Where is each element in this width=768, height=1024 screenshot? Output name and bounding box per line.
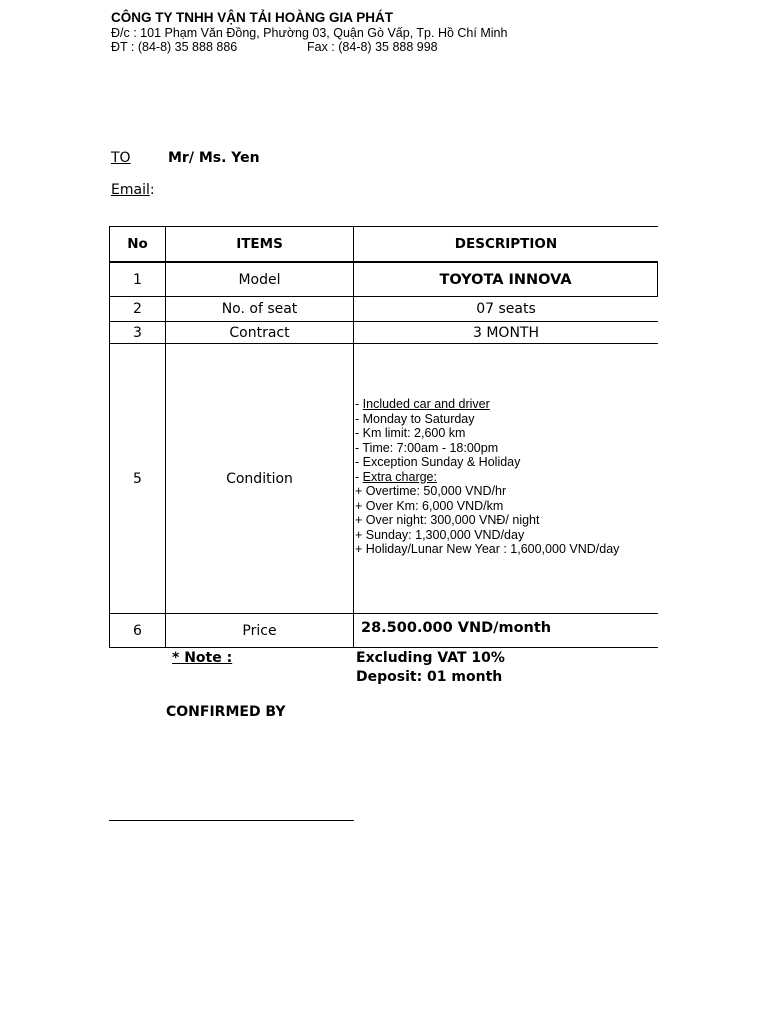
table-cell-description: 3 MONTH <box>472 324 539 341</box>
condition-bullet: - <box>355 397 363 411</box>
confirmed-by: CONFIRMED BY <box>166 704 286 720</box>
note-vat: Excluding VAT 10% <box>356 650 505 666</box>
table-cell-item: Model <box>238 271 281 288</box>
signature-line <box>109 820 354 821</box>
to-label: TO <box>111 150 131 166</box>
table-line <box>109 647 658 648</box>
company-phone: ĐT : (84-8) 35 888 886 <box>111 40 238 54</box>
email-label-text: Email <box>111 182 150 198</box>
condition-line: + Sunday: 1,300,000 VND/day <box>355 527 525 542</box>
condition-list <box>355 397 619 557</box>
price-value: 28.500.000 VND/month <box>361 620 552 636</box>
table-cell-no: 2 <box>133 301 142 317</box>
condition-line: - Time: 7:00am - 18:00pm <box>355 440 499 455</box>
condition-line <box>355 470 619 485</box>
header-description: DESCRIPTION <box>454 236 558 252</box>
header-no: No <box>127 236 148 252</box>
condition-line: + Overtime: 50,000 VND/hr <box>355 484 507 498</box>
table-cell-description: 07 seats <box>476 301 536 317</box>
condition-line: - Exception Sunday & Holiday <box>355 455 521 469</box>
table-cell-no: 1 <box>133 271 142 288</box>
table-cell-no: 6 <box>133 622 142 639</box>
company-name: CÔNG TY TNHH VẬN TẢI HOÀNG GIA PHÁT <box>111 10 394 25</box>
table-line <box>657 262 658 297</box>
table-cell-no: 3 <box>133 324 142 341</box>
table-cell-no: 5 <box>133 470 142 487</box>
condition-line: + Holiday/Lunar New Year : 1,600,000 VND/day <box>355 542 620 556</box>
condition-line: + Over Km: 6,000 VND/km <box>355 498 504 513</box>
company-fax: Fax : (84-8) 35 888 998 <box>307 40 438 54</box>
table-cell-item: Price <box>242 622 277 639</box>
condition-line: - Monday to Saturday <box>355 411 475 426</box>
note-deposit: Deposit: 01 month <box>356 669 503 685</box>
recipient-name: Mr/ Ms. Yen <box>168 150 260 166</box>
condition-line: + Over night: 300,000 VNĐ/ night <box>355 513 540 527</box>
table-cell-item: Condition <box>226 470 293 487</box>
header-items: ITEMS <box>236 236 283 252</box>
company-address: Đ/c : 101 Phạm Văn Đồng, Phường 03, Quận Gò Vấp, Tp. Hồ Chí Minh <box>111 26 508 40</box>
email-colon: : <box>149 182 155 198</box>
condition-line: - Km limit: 2,600 km <box>355 426 466 440</box>
table-cell-item: No. of seat <box>221 301 298 317</box>
note-label: * Note : <box>172 650 233 666</box>
table-cell-item: Contract <box>229 324 290 341</box>
condition-line <box>355 397 619 412</box>
table-cell-description: TOYOTA INNOVA <box>439 271 572 288</box>
condition-extra-charge: Extra charge: <box>362 469 437 484</box>
condition-bullet: - <box>355 469 363 484</box>
email-label <box>111 182 155 198</box>
condition-included: Included car and driver <box>362 397 490 411</box>
